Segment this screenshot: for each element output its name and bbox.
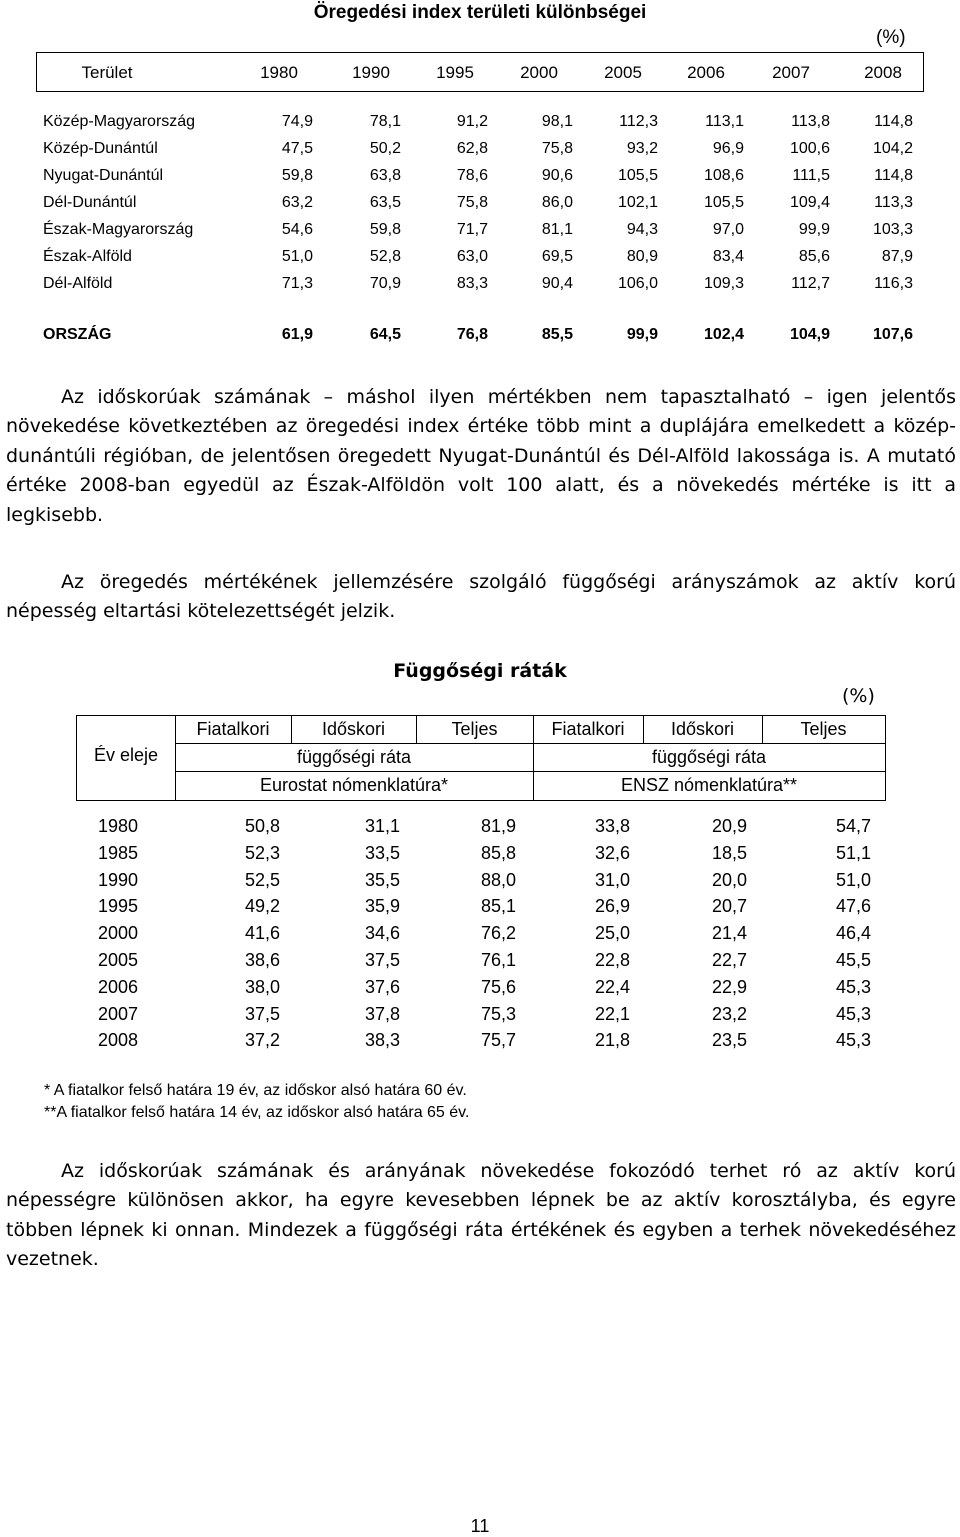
table1-row: [0, 113, 960, 140]
table-cell: 85,8: [480, 842, 516, 863]
table-cell: 76,8: [456, 326, 488, 343]
table-cell: 51,0: [281, 248, 313, 265]
table1-row: [0, 221, 960, 248]
table-cell: 22,4: [594, 976, 630, 997]
table-cell: 83,3: [456, 275, 488, 292]
table-cell: 78,1: [369, 113, 401, 130]
table-cell: 75,6: [480, 976, 516, 997]
footnote-1: * A fiatalkor felső határa 19 év, az időskor alsó határa 60 év.: [44, 1082, 467, 1099]
table-cell: 34,6: [364, 923, 400, 944]
table-cell: 116,3: [874, 275, 913, 292]
table2-row: [0, 923, 960, 950]
table-cell: 37,5: [244, 1003, 280, 1024]
table1-header-2007: 2007: [772, 63, 810, 82]
table1-header-2005: 2005: [604, 63, 642, 82]
table2-divider: [175, 771, 885, 772]
table1-row: [0, 140, 960, 167]
table-cell: 22,1: [594, 1003, 630, 1024]
table-cell: 71,3: [281, 275, 313, 292]
table-cell: 109,4: [789, 194, 830, 211]
table2-divider: [175, 743, 885, 744]
table-cell: 114,8: [874, 167, 913, 184]
table-cell: 99,9: [626, 326, 658, 343]
table-cell: 80,9: [626, 248, 658, 265]
table-cell: 52,8: [369, 248, 401, 265]
table-cell: 75,7: [480, 1030, 516, 1051]
table-cell: 112,3: [619, 113, 658, 130]
table-cell: 78,6: [456, 167, 488, 184]
table-cell: 105,5: [617, 167, 658, 184]
row-label: Dél-Dunántúl: [43, 194, 137, 211]
table-cell: 50,2: [369, 140, 401, 157]
table-cell: 35,5: [364, 869, 400, 890]
table-cell: 26,9: [594, 896, 630, 917]
table-cell: 38,6: [244, 950, 280, 970]
table1-row: [0, 248, 960, 275]
table-cell: 22,7: [711, 950, 747, 970]
table1-header-area: Terület: [81, 63, 133, 82]
table1-header: [36, 52, 924, 92]
table2-subheader: Időskori: [321, 719, 386, 739]
table-cell: 88,0: [480, 869, 516, 890]
table-cell: 85,5: [541, 326, 573, 343]
table2-group-label-2: függőségi ráta: [651, 747, 767, 767]
table-cell: 90,4: [541, 275, 573, 292]
table-cell: 91,2: [456, 113, 488, 130]
table2-group-label-1: függőségi ráta: [296, 747, 412, 767]
table-cell: 113,3: [874, 194, 913, 211]
table-cell: 87,9: [881, 248, 913, 265]
table-cell: 45,5: [835, 950, 871, 970]
row-year: 2000: [98, 923, 139, 944]
table-cell: 20,9: [711, 816, 747, 836]
row-label: Észak-Magyarország: [43, 221, 194, 238]
table-cell: 32,6: [594, 842, 630, 863]
table-cell: 33,8: [594, 816, 630, 836]
table2-header: [76, 715, 886, 801]
table-cell: 59,8: [369, 221, 401, 238]
page-number: 11: [470, 1516, 490, 1536]
table-cell: 31,1: [364, 816, 400, 836]
row-label: Dél-Alföld: [43, 275, 113, 292]
paragraph-3: Az időskorúak számának és arányának növekedése fokozódó terhet ró az aktív korú népességre különösen akkor, ha egyre kevesebben lépnek be az aktív korosztályba, és egyre többen lépnek ki onnan. Mindezek a függőségi ráta értékének és egyben a terhek növekedéséhez vezetnek.: [6, 1160, 956, 1271]
table-cell: 76,2: [480, 923, 516, 944]
table-cell: 62,8: [456, 140, 488, 157]
table-cell: 54,7: [835, 816, 871, 836]
table2-subheader: Teljes: [451, 719, 498, 739]
table-cell: 45,3: [835, 1030, 871, 1051]
table2-year-header: Év eleje: [93, 745, 159, 765]
table-cell: 90,6: [541, 167, 573, 184]
table-cell: 96,9: [712, 140, 744, 157]
table-cell: 76,1: [480, 950, 516, 970]
table2-row: [0, 896, 960, 923]
table-cell: 71,7: [456, 221, 488, 238]
table-cell: 70,9: [369, 275, 401, 292]
table-cell: 104,9: [789, 326, 830, 343]
table-cell: 112,7: [791, 275, 830, 292]
row-label: Közép-Magyarország: [43, 113, 196, 130]
table-cell: 31,0: [594, 869, 630, 890]
table1-row: [0, 194, 960, 221]
table-cell: 85,6: [798, 248, 830, 265]
table-cell: 22,9: [711, 976, 747, 997]
row-year: 1995: [98, 896, 139, 917]
row-label: ORSZÁG: [43, 326, 112, 343]
table2-row: [0, 950, 960, 977]
table1-header-2006: 2006: [687, 63, 725, 82]
table2-row: [0, 1030, 960, 1057]
table-cell: 61,9: [281, 326, 313, 343]
table-cell: 98,1: [541, 113, 573, 130]
table-cell: 35,9: [364, 896, 400, 917]
row-year: 1985: [98, 842, 139, 863]
paragraph-1: Az időskorúak számának – máshol ilyen mértékben nem tapasztalható – igen jelentős növekedése következtében az öregedési index értéke több mint a duplájára emelkedett a közép-dunántúli régióban, de jelentősen öregedett Nyugat-Dunántúl és Dél-Alföld lakossága is. A mutató értéke 2008-ban egyedül az Észak-Alföldön volt 100 alatt, és a növekedés mértéke is itt a legkisebb.: [6, 386, 956, 526]
table-cell: 113,8: [791, 113, 830, 130]
table-cell: 37,8: [364, 1003, 400, 1024]
table-cell: 21,8: [594, 1030, 630, 1051]
table-cell: 75,3: [480, 1003, 516, 1024]
table-cell: 113,1: [705, 113, 744, 130]
table-cell: 74,9: [281, 113, 313, 130]
table-cell: 25,0: [594, 923, 630, 944]
row-year: 2007: [98, 1003, 139, 1024]
row-label: Nyugat-Dunántúl: [43, 167, 164, 184]
table2-subheader: Fiatalkori: [551, 719, 625, 739]
table2-subheader: Fiatalkori: [196, 719, 270, 739]
row-year: 1980: [98, 816, 139, 836]
table2-subheader: Teljes: [800, 719, 847, 739]
table-cell: 51,1: [835, 842, 871, 863]
table2-title: Függőségi ráták: [393, 660, 567, 682]
table-cell: 114,8: [874, 113, 913, 130]
table-cell: 33,5: [364, 842, 400, 863]
row-label: Észak-Alföld: [43, 248, 132, 265]
table-cell: 63,5: [369, 194, 401, 211]
row-year: 2006: [98, 976, 139, 997]
table-cell: 83,4: [712, 248, 744, 265]
paragraph-2: Az öregedés mértékének jellemzésére szolgáló függőségi arányszámok az aktív korú népesség eltartási kötelezettségét jelzik.: [6, 571, 956, 623]
table-cell: 37,6: [364, 976, 400, 997]
table-cell: 81,9: [480, 816, 516, 836]
table-cell: 63,2: [281, 194, 313, 211]
table-cell: 69,5: [541, 248, 573, 265]
table-cell: 46,4: [835, 923, 871, 944]
table2-subheader: Időskori: [670, 719, 735, 739]
table-cell: 52,5: [244, 869, 280, 890]
table-cell: 20,0: [711, 869, 747, 890]
table-cell: 63,0: [456, 248, 488, 265]
table-cell: 20,7: [711, 896, 747, 917]
footnote-2: **A fiatalkor felső határa 14 év, az időskor alsó határa 65 év.: [44, 1104, 470, 1121]
row-label: Közép-Dunántúl: [43, 140, 158, 157]
table-cell: 23,5: [711, 1030, 747, 1051]
table-cell: 75,8: [541, 140, 573, 157]
table1-header-1990: 1990: [352, 63, 390, 82]
table1-header-2008: 2008: [864, 63, 902, 82]
table-cell: 100,6: [789, 140, 830, 157]
table-cell: 105,5: [703, 194, 744, 211]
table-cell: 37,2: [244, 1030, 280, 1051]
table-cell: 47,6: [835, 896, 871, 917]
table-cell: 38,0: [244, 976, 280, 997]
table-cell: 93,2: [626, 140, 658, 157]
table-cell: 59,8: [281, 167, 313, 184]
table2-row: [0, 843, 960, 870]
table-cell: 18,5: [711, 842, 747, 863]
table-cell: 85,1: [480, 896, 516, 917]
table-cell: 104,2: [872, 140, 913, 157]
table-cell: 21,4: [711, 923, 747, 944]
table-cell: 38,3: [364, 1030, 400, 1051]
table-cell: 102,1: [617, 194, 658, 211]
table-cell: 111,5: [792, 167, 830, 184]
table1-header-1995: 1995: [436, 63, 474, 82]
table-cell: 99,9: [798, 221, 830, 238]
table2-nomenclature-1: Eurostat nómenklatúra*: [259, 775, 449, 795]
table2-row: [0, 1004, 960, 1031]
row-year: 2008: [98, 1030, 139, 1051]
table-cell: 64,5: [369, 326, 401, 343]
table-cell: 52,3: [244, 842, 280, 863]
table2-row: [0, 977, 960, 1004]
table-cell: 51,0: [835, 869, 871, 890]
table1-header-1980: 1980: [260, 63, 298, 82]
table1-row: [0, 275, 960, 302]
table-cell: 45,3: [835, 1003, 871, 1024]
table-cell: 50,8: [244, 816, 280, 836]
table-cell: 63,8: [369, 167, 401, 184]
table-cell: 86,0: [541, 194, 573, 211]
table-cell: 22,8: [594, 950, 630, 970]
table-cell: 54,6: [281, 221, 313, 238]
table-cell: 97,0: [712, 221, 744, 238]
row-year: 1990: [98, 869, 139, 890]
table-cell: 94,3: [626, 221, 658, 238]
table-cell: 37,5: [364, 950, 400, 970]
table-cell: 47,5: [281, 140, 313, 157]
table2-row: [0, 870, 960, 897]
table-cell: 106,0: [617, 275, 658, 292]
table1-total-row: [0, 326, 960, 353]
table1-header-2000: 2000: [520, 63, 558, 82]
table-cell: 23,2: [711, 1003, 747, 1024]
table-cell: 41,6: [244, 923, 280, 944]
row-year: 2005: [98, 950, 139, 970]
table-cell: 75,8: [456, 194, 488, 211]
table2-row: [0, 816, 960, 843]
table1-row: [0, 167, 960, 194]
table-cell: 103,3: [872, 221, 913, 238]
table-cell: 81,1: [541, 221, 573, 238]
table2-nomenclature-2: ENSZ nómenklatúra**: [620, 775, 798, 795]
table-cell: 107,6: [872, 326, 913, 343]
table1-title: Öregedési index területi különbségei: [313, 2, 647, 23]
table-cell: 49,2: [244, 896, 280, 917]
table-cell: 45,3: [835, 976, 871, 997]
table1-unit: (%): [876, 27, 906, 48]
table-cell: 109,3: [703, 275, 744, 292]
table-cell: 108,6: [703, 167, 744, 184]
table-cell: 102,4: [703, 326, 744, 343]
table2-unit: (%): [842, 685, 875, 707]
